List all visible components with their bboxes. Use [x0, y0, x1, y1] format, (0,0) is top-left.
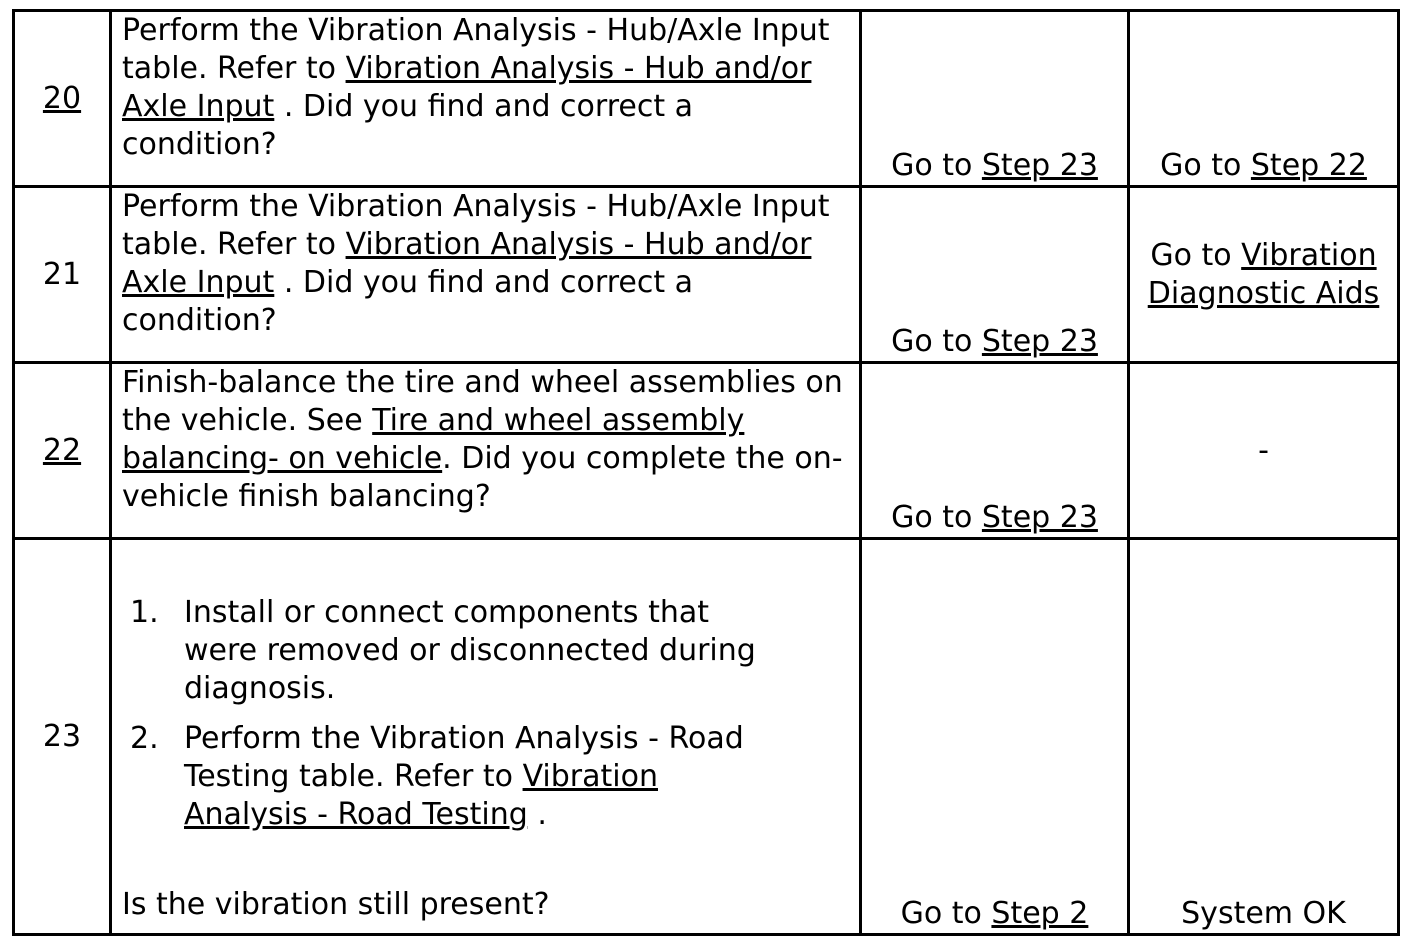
yes-result-cell — [861, 363, 1129, 539]
go-to-label: Go to — [891, 324, 982, 359]
system-ok-text: System OK — [1181, 896, 1346, 931]
yes-result-cell — [861, 539, 1129, 935]
step-23-link[interactable]: Step 23 — [981, 500, 1098, 535]
action-text: . Did you find and correct a condition? — [122, 265, 694, 338]
no-result-cell — [1129, 11, 1399, 187]
substep-text: Perform the Vibration Analysis - Road Testing table. Refer to — [184, 721, 744, 794]
go-to-label: Go to — [1150, 237, 1242, 273]
road-testing-link[interactable]: Vibration Analysis - Road Testing — [184, 759, 658, 832]
action-text: Perform the Vibration Analysis - Hub/Axle Input table. Refer to — [122, 189, 830, 262]
step-20-link[interactable]: 20 — [42, 80, 82, 116]
hub-axle-input-link[interactable]: Vibration Analysis - Hub and/or Axle Input — [122, 51, 812, 124]
step-number-cell — [14, 11, 111, 187]
table-row — [14, 187, 1399, 363]
step-number-cell — [14, 187, 111, 363]
go-to-label: Go to — [1160, 148, 1251, 183]
step-22-anchor-link[interactable]: 22 — [42, 432, 82, 468]
diagnostic-aids-link[interactable]: Vibration Diagnostic Aids — [1147, 237, 1380, 311]
yes-result-cell — [861, 11, 1129, 187]
go-to-label: Go to — [900, 896, 992, 931]
action-text: Finish-balance the tire and wheel assemblies on the vehicle. See — [122, 365, 843, 438]
step-23-link[interactable]: Step 23 — [981, 148, 1098, 183]
action-text: Perform the Vibration Analysis - Hub/Axle Input table. Refer to — [122, 13, 830, 86]
table-row — [14, 539, 1399, 935]
action-text: . Did you find and correct a condition? — [122, 89, 694, 162]
substep-marker: 1. — [130, 595, 159, 630]
no-result-cell — [1129, 539, 1399, 935]
step-2-link[interactable]: Step 2 — [991, 896, 1089, 931]
yes-result-cell — [861, 187, 1129, 363]
step-action-cell — [111, 11, 861, 187]
step-22-link[interactable]: Step 22 — [1250, 148, 1367, 183]
list-item — [130, 720, 849, 834]
step-number: 23 — [42, 718, 82, 754]
no-result-cell — [1129, 363, 1399, 539]
step-action-cell — [111, 187, 861, 363]
step-23-link[interactable]: Step 23 — [981, 324, 1098, 359]
table-row — [14, 363, 1399, 539]
step-question: Is the vibration still present? — [122, 887, 550, 922]
not-applicable-dash: - — [1258, 432, 1269, 468]
go-to-label: Go to — [891, 148, 982, 183]
step-number-cell — [14, 539, 111, 935]
go-to-label: Go to — [891, 500, 982, 535]
step-action-cell — [111, 363, 861, 539]
substep-marker: 2. — [130, 721, 159, 756]
substep-text: Install or connect components that were removed or disconnected during diagnosis. — [184, 595, 756, 706]
substep-list — [122, 594, 849, 834]
hub-axle-input-link[interactable]: Vibration Analysis - Hub and/or Axle Input — [122, 227, 812, 300]
substep-text: . — [527, 797, 547, 832]
no-result-cell — [1129, 187, 1399, 363]
step-number: 21 — [42, 256, 82, 292]
action-text: . Did you complete the on-vehicle finish balancing? — [122, 441, 843, 514]
step-number-cell — [14, 363, 111, 539]
diagnostic-steps-table — [12, 9, 1400, 936]
wheel-balancing-link[interactable]: Tire and wheel assembly balancing- on vehicle — [122, 403, 745, 476]
table-row — [14, 11, 1399, 187]
step-action-cell — [111, 539, 861, 935]
list-item — [130, 594, 849, 708]
